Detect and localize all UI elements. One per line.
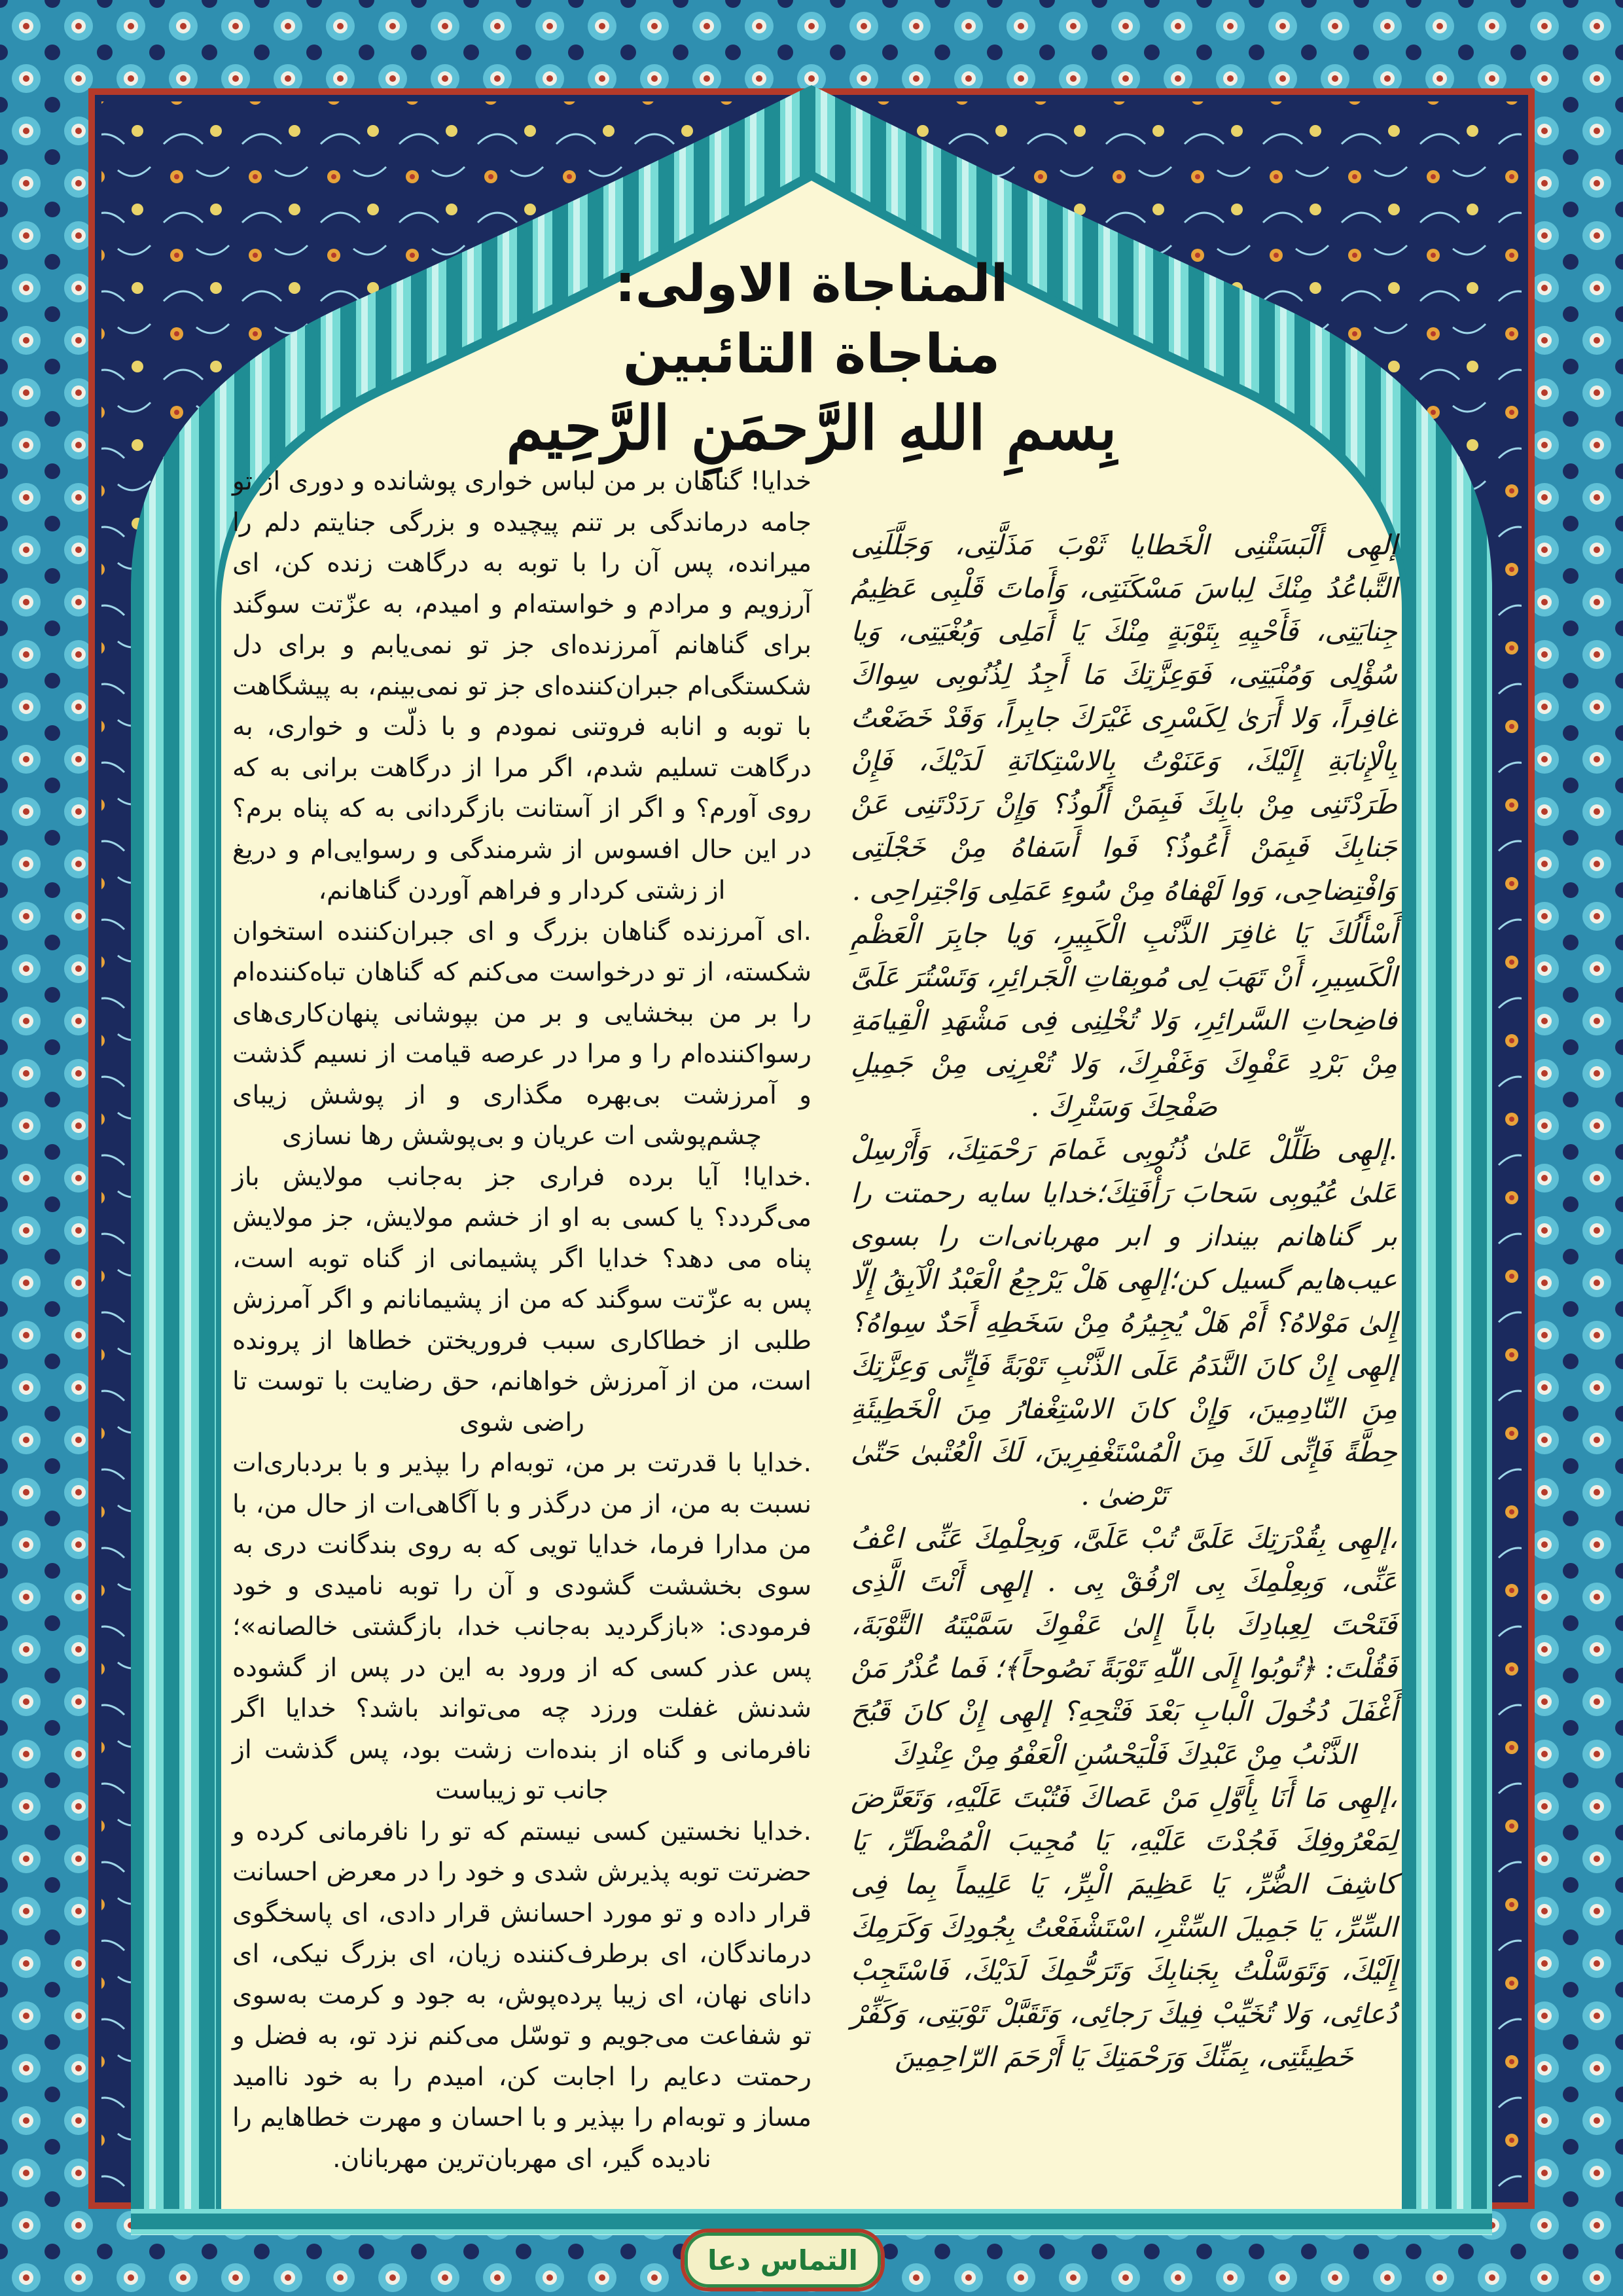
arabic-text-column [851, 524, 1397, 2079]
arabic-paragraph: ،إلهِی بِقُدْرَتِكَ عَلَیَّ تُبْ عَلَیَّ، وَبِحِلْمِكَ عَنِّی اعْفُ عَنِّی، وَبِعِلْمِكَ بِی ارْفُقْ بِی . إلهِی أَنْتَ الَّذِی فَتَحْتَ لِعِبادِكَ باباً إِلیٰ عَفْوِكَ سَمَّیْتَهُ التَّوْبَةَ، فَقُلْتَ: ﴿تُوبُوا إِلَی اللّٰهِ تَوْبَةً نَصُوحاً﴾؛ فَما عُذْرُ مَنْ أَغْفَلَ دُخُولَ الْبابِ بَعْدَ فَتْحِهِ؟ إلهِی إِنْ كانَ قَبُحَ الذَّنْبُ مِنْ عَبْدِكَ فَلْیَحْسُنِ الْعَفْوُ مِنْ عِنْدِكَ [851, 1522, 1397, 1770]
arabic-paragraph: .إلهِی ظَلِّلْ عَلیٰ ذُنُوبِی غَمامَ رَحْمَتِكَ، وَأَرْسِلْ عَلیٰ عُیُوبِی سَحابَ رَأْفَتِكَ؛خدایا سایه رحمتت را بر گناهانم بینداز و ابر مهربانی‌ات را بسوی عیب‌هایم گسیل کن؛إلهِی هَلْ یَرْجِعُ الْعَبْدُ الْآبِقُ إِلّا إِلیٰ مَوْلاهُ؟ أَمْ هَلْ یُجِیرُهُ مِنْ سَخَطِهِ أَحَدٌ سِواهُ؟ إلهِی إِنْ كانَ النَّدَمُ عَلَی الذَّنْبِ تَوْبَةً فَإِنِّی وَعِزَّتِكَ مِنَ النّادِمِینَ، وَإِنْ كانَ الاسْتِغْفارُ مِنَ الْخَطِیئَةِ حِطَّةً فَإِنِّی لَكَ مِنَ الْمُسْتَغْفِرِینَ، لَكَ الْعُتْبیٰ حَتّیٰ تَرْضیٰ . [851, 1134, 1397, 1511]
title-first-munajat: المناجاة الاولی: [615, 255, 1008, 314]
iltimas-dua-badge [681, 2229, 885, 2291]
arabic-paragraph: إلهِی أَلْبَسَتْنِی الْخَطایا ثَوْبَ مَذَلَّتِی، وَجَلَّلَنِی التَّباعُدُ مِنْكَ لِباسَ مَسْكَنَتِی، وَأَماتَ قَلْبِی عَظِیمُ جِنایَتِی، فَأَحْیِهِ بِتَوْبَةٍ مِنْكَ یَا أَمَلِی وَبُغْیَتِی، وَیا سُؤْلِی وَمُنْیَتِی، فَوَعِزَّتِكَ مَا أَجِدُ لِذُنُوبِی سِواكَ غافِراً، وَلا أَرَیٰ لِكَسْرِی غَیْرَكَ جابِراً، وَقَدْ خَضَعْتُ بِالْإِنابَةِ إِلَیْكَ، وَعَنَوْتُ بِالاسْتِكانَةِ لَدَیْكَ، فَإِنْ طَرَدْتَنِی مِنْ بابِكَ فَبِمَنْ أَلُوذُ؟ وَإِنْ رَدَدْتَنِی عَنْ جَنابِكَ فَبِمَنْ أَعُوذُ؟ فَوا أَسَفاهُ مِنْ خَجْلَتِی وَافْتِضاحِی، وَوا لَهْفاهُ مِنْ سُوءِ عَمَلِی وَاجْتِراحِی . [851, 529, 1397, 906]
title-basmala: بِسمِ اللهِ الرَّحمَنِ الرَّحِیم [506, 393, 1117, 463]
persian-translation-column [232, 461, 812, 2179]
persian-paragraph: .ای آمرزنده گناهان بزرگ و ای جبران‌کننده استخوان شکسته، از تو درخواست می‌کنم که گناهان تباه‌کننده‌ام را بر من ببخشایی و بر من بپوشانی پنهان‌کاری‌های رسواکننده‌ام را و مرا در عرصه قیامت از نسیم گذشت و آمرزشت بی‌بهره مگذاری و از پوشش زیبای چشم‌پوشی ات عریان و بی‌پوشش رها نسازی [232, 916, 812, 1151]
arabic-paragraph: ،إلهِی مَا أَنَا بِأَوَّلِ مَنْ عَصاكَ فَتُبْتَ عَلَیْهِ، وَتَعَرَّضَ لِمَعْرُوفِكَ فَجُدْتَ عَلَیْهِ، یَا مُجِیبَ الْمُضْطَرِّ، یَا كاشِفَ الضُّرِّ، یَا عَظِیمَ الْبِرِّ، یَا عَلِیماً بِما فِی السِّرِّ، یَا جَمِیلَ السِّتْرِ، اسْتَشْفَعْتُ بِجُودِكَ وَكَرَمِكَ إِلَیْكَ، وَتَوَسَّلْتُ بِجَنابِكَ وَتَرَحُّمِكَ لَدَیْكَ، فَاسْتَجِبْ دُعائِی، وَلا تُخَیِّبْ فِیكَ رَجائِی، وَتَقَبَّلْ تَوْبَتِی، وَكَفِّرْ خَطِیئَتِی، بِمَنِّكَ وَرَحْمَتِكَ یَا أَرْحَمَ الرّاحِمِینَ [851, 1782, 1397, 2073]
persian-paragraph: خدایا! گناهان بر من لباس خواری پوشانده و دوری از تو جامه درماندگی بر تنم پیچیده و بزرگی جنایتم دلم را میرانده، پس آن را با توبه به درگاهت زنده کن، ای آرزویم و مرادم و خواسته‌ام و امیدم، به عزّتت سوگند برای گناهانم آمرزنده‌ای جز تو نمی‌یابم و برای دل شکستگی‌ام جبران‌کننده‌ای جز تو نمی‌بینم، به پیشگاهت با توبه و انابه فروتنی نمودم و با ذلّت و خواری، به درگاهت تسلیم شدم، اگر مرا از درگاهت برانی به که روی آورم؟ و اگر از آستانت بازگردانی به که پناه برم؟ در این حال افسوس از شرمندگی و رسوایی‌ام و دریغ از زشتی کردار و فراهم آوردن گناهانم، [232, 467, 812, 905]
persian-paragraph: .خدایا نخستین کسی نیستم که تو را نافرمانی کرده و حضرتت توبه پذیرش شدی و خود را در معرض احسانت قرار داده و تو مورد احسانش قرار دادی، ای پاسخگوی درماندگان، ای برطرف‌کننده زیان، ای بزرگ نیکی، ای دانای نهان، ای زیبا پرده‌پوش، به جود و کرمت به‌سوی تو شفاعت می‌جویم و توسّل می‌کنم نزد تو، به فضل و رحمتت دعایم را اجابت کن، امیدم را به خود ناامید مساز و توبه‌ام را بپذیر و با احسان و مهرت خطاهایم را نادیده گیر، ای مهربان‌ترین مهربانان. [232, 1816, 812, 2174]
arabic-paragraph: أَسْأَلُكَ یَا غافِرَ الذَّنْبِ الْكَبِیرِ، وَیا جابِرَ الْعَظْمِ الْكَسِیرِ، أَنْ تَهَبَ لِی مُوبِقاتِ الْجَرائِرِ، وَتَسْتُرَ عَلَیَّ فاضِحاتِ السَّرائِرِ، وَلا تُخْلِنِی فِی مَشْهَدِ الْقِیامَةِ مِنْ بَرْدِ عَفْوِكَ وَغَفْرِكَ، وَلا تُعْرِنِی مِنْ جَمِیلِ صَفْحِكَ وَسَتْرِكَ . [851, 918, 1397, 1122]
title-block [458, 249, 1165, 466]
persian-paragraph: .خدایا! آیا برده فراری جز به‌جانب مولایش باز می‌گردد؟ یا کسی به او از خشم مولایش، جز مولایش پناه می دهد؟ خدایا اگر پشیمانی از گناه توبه است، پس به عزّتت سوگند که من از پشیمانانم و اگر آمرزش طلبی از خطاکاری سبب فروریختن خطاها از پرونده است، من از آمرزش خواهانم، حق رضایت با توست تا راضی شوی [232, 1162, 812, 1437]
persian-paragraph: .خدایا با قدرتت بر من، توبه‌ام را بپذیر و با بردباری‌ات نسبت به من، از من درگذر و با آگاهی‌ات از حال من، با من مدارا فرما، خدایا تویی که به روی بندگانت دری به سوی بخششت گشودی و آن را توبه نامیدی و خود فرمودی: «بازگردید به‌جانب خدا، بازگشتی خالصانه»؛ پس عذر کسی که از ورود به این در پس از گشوده شدنش غفلت ورزد چه می‌تواند باشد؟ خدایا اگر نافرمانی و گناه از بنده‌ات زشت بود، پس گذشت از جانب تو زیباست [232, 1448, 812, 1805]
badge-label: التماس دعا [707, 2244, 858, 2276]
title-munajat-taibin: مناجاة التائبین [622, 323, 1001, 386]
